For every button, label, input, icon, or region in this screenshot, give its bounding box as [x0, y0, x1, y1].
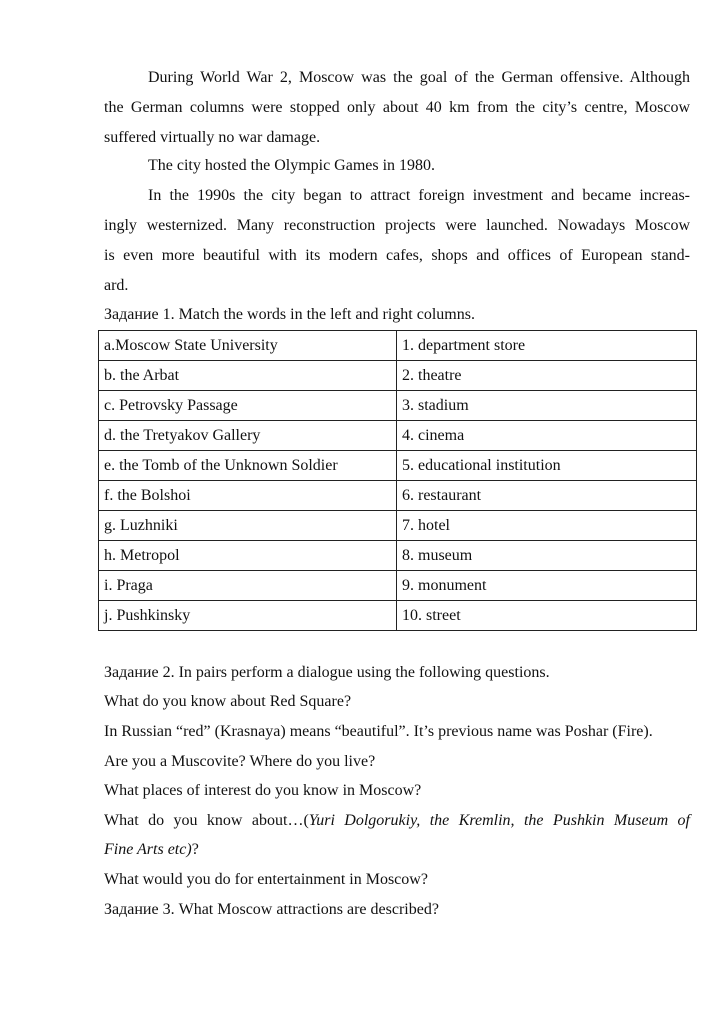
- table-cell-right: 6. restaurant: [397, 481, 697, 511]
- question-know-about-examples-cont: Fine Arts etc): [104, 841, 192, 858]
- table-cell-left: j. Pushkinsky: [99, 601, 397, 631]
- question-know-about-prefix: What do you know about…(: [104, 812, 309, 829]
- table-cell-right: 1. department store: [397, 331, 697, 361]
- table-cell-left: i. Praga: [99, 571, 397, 601]
- table-cell-right: 2. theatre: [397, 361, 697, 391]
- question-know-about-line-1: [104, 811, 690, 831]
- table-cell-left: e. the Tomb of the Unknown Soldier: [99, 451, 397, 481]
- paragraph-2: The city hosted the Olympic Games in 1980.: [148, 157, 436, 174]
- note-red-square: In Russian “red” (Krasnaya) means “beautiful”. It’s previous name was Poshar (Fire).: [104, 723, 653, 740]
- task-3-heading: Задание 3. What Moscow attractions are described?: [104, 901, 439, 918]
- table-cell-right: 10. street: [397, 601, 697, 631]
- table-cell-left: g. Luzhniki: [99, 511, 397, 541]
- table-cell-left: a.Moscow State University: [99, 331, 397, 361]
- table-cell-right: 9. monument: [397, 571, 697, 601]
- table-row: [99, 601, 697, 631]
- table-cell-right: 3. stadium: [397, 391, 697, 421]
- table-cell-left: d. the Tretyakov Gallery: [99, 421, 397, 451]
- table-cell-right: 4. cinema: [397, 421, 697, 451]
- table-row: [99, 451, 697, 481]
- paragraph-3-line-4: ard.: [104, 277, 129, 294]
- question-entertainment: What would you do for entertainment in Moscow?: [104, 871, 428, 888]
- paragraph-1-line-3: suffered virtually no war damage.: [104, 129, 321, 146]
- table-row: [99, 361, 697, 391]
- table-row: [99, 571, 697, 601]
- paragraph-3-line-2: ingly westernized. Many reconstruction projects were launched. Nowadays Moscow: [104, 217, 690, 234]
- question-know-about-examples: Yuri Dolgorukiy, the Kremlin, the Pushkin Museum of: [308, 812, 690, 829]
- table-row: [99, 481, 697, 511]
- table-cell-left: c. Petrovsky Passage: [99, 391, 397, 421]
- table-cell-left: b. the Arbat: [99, 361, 397, 391]
- matching-table: [98, 330, 697, 631]
- table-cell-right: 5. educational institution: [397, 451, 697, 481]
- paragraph-3-line-1: In the 1990s the city began to attract foreign investment and became increas-: [148, 187, 690, 204]
- task-2-heading: Задание 2. In pairs perform a dialogue using the following questions.: [104, 664, 550, 681]
- task-1-heading: Задание 1. Match the words in the left and right columns.: [104, 306, 475, 323]
- paragraph-3-line-3: is even more beautiful with its modern cafes, shops and offices of European stand-: [104, 247, 690, 264]
- question-muscovite: Are you a Muscovite? Where do you live?: [104, 753, 376, 770]
- table-row: [99, 511, 697, 541]
- table-row: [99, 541, 697, 571]
- table-row: [99, 421, 697, 451]
- table-cell-left: f. the Bolshoi: [99, 481, 397, 511]
- table-cell-left: h. Metropol: [99, 541, 397, 571]
- question-places-of-interest: What places of interest do you know in Moscow?: [104, 782, 422, 799]
- paragraph-1-line-2: the German columns were stopped only about 40 km from the city’s centre, Moscow: [104, 99, 690, 116]
- table-row: [99, 331, 697, 361]
- table-cell-right: 7. hotel: [397, 511, 697, 541]
- question-red-square: What do you know about Red Square?: [104, 693, 352, 710]
- table-cell-right: 8. museum: [397, 541, 697, 571]
- question-know-about-line-2: [104, 840, 199, 860]
- question-know-about-suffix: ?: [191, 841, 199, 858]
- paragraph-1-line-1: During World War 2, Moscow was the goal of the German offensive. Although: [148, 69, 690, 86]
- table-row: [99, 391, 697, 421]
